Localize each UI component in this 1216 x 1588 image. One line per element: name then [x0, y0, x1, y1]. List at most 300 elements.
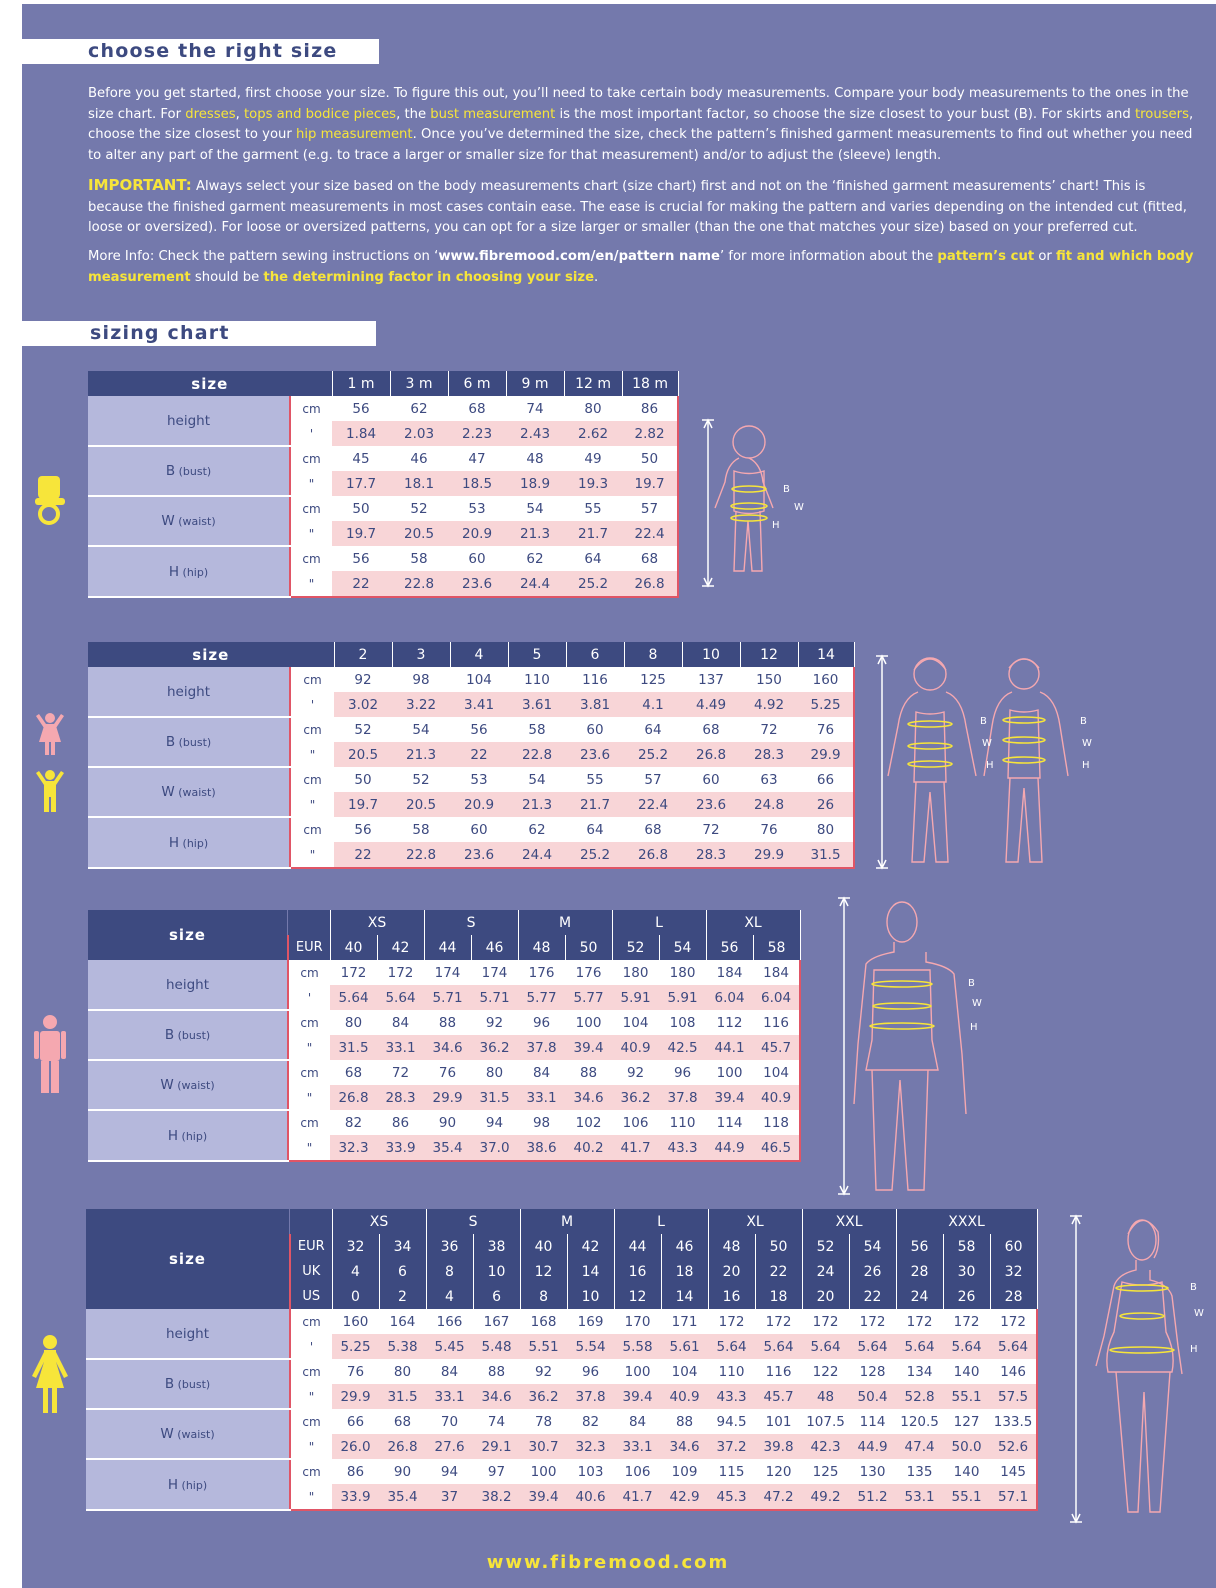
measurement-value: 33.1 — [377, 1035, 424, 1060]
size-system-value: 14 — [661, 1284, 708, 1309]
size-group-header: XS — [330, 910, 424, 935]
measurement-value: 2.43 — [506, 421, 564, 446]
measurement-value: 140 — [943, 1459, 990, 1484]
size-header-label: size — [88, 910, 288, 960]
measurement-value: 5.77 — [518, 985, 565, 1010]
measurement-value: 5.64 — [849, 1334, 896, 1359]
size-system-value: 20 — [708, 1259, 755, 1284]
measurement-value: 145 — [990, 1459, 1037, 1484]
measurement-value: 88 — [424, 1010, 471, 1035]
measurement-value: 110 — [708, 1359, 755, 1384]
measurement-value: 45.3 — [708, 1484, 755, 1510]
kids-measurement-figures — [872, 652, 1092, 874]
measurement-value: 122 — [802, 1359, 849, 1384]
measurement-value: 109 — [661, 1459, 708, 1484]
svg-text:W: W — [1194, 1308, 1204, 1319]
figure-label-h: H — [772, 520, 780, 531]
unit-label: " — [290, 1384, 332, 1409]
measurement-value: 19.3 — [564, 471, 622, 496]
measurement-value: 30.7 — [520, 1434, 567, 1459]
measurement-value: 25.2 — [564, 571, 622, 597]
measurement-value: 32.3 — [567, 1434, 614, 1459]
size-system-value: 18 — [661, 1259, 708, 1284]
measurement-value: 44.9 — [706, 1135, 753, 1161]
measurement-value: 172 — [990, 1309, 1037, 1334]
measurement-value: 5.64 — [377, 985, 424, 1010]
measurement-value: 107.5 — [802, 1409, 849, 1434]
size-system-value: 50 — [755, 1234, 802, 1259]
measurement-value: 172 — [896, 1309, 943, 1334]
measurement-value: 20.5 — [390, 521, 448, 546]
size-group-header: L — [614, 1209, 708, 1234]
size-header-label: size — [88, 371, 332, 396]
unit-label: cm — [288, 1110, 330, 1135]
measurement-value: 19.7 — [332, 521, 390, 546]
measurement-value: 56 — [450, 717, 508, 742]
svg-text:B: B — [1080, 716, 1087, 727]
measurement-value: 110 — [659, 1110, 706, 1135]
measurement-value: 33.1 — [518, 1085, 565, 1110]
size-header-label: size — [88, 642, 334, 667]
measurement-value: 43.3 — [708, 1384, 755, 1409]
measurement-value: 56 — [332, 396, 390, 421]
svg-text:H: H — [986, 760, 994, 771]
measurement-value: 180 — [659, 960, 706, 985]
measurement-value: 172 — [377, 960, 424, 985]
measurement-value: 169 — [567, 1309, 614, 1334]
measurement-value: 34.6 — [565, 1085, 612, 1110]
measurement-value: 60 — [448, 546, 506, 571]
measurement-value: 50 — [334, 767, 392, 792]
size-system-value: 52 — [612, 935, 659, 960]
measurement-value: 28.3 — [740, 742, 798, 767]
size-system-value: 32 — [332, 1234, 379, 1259]
measurement-value: 86 — [377, 1110, 424, 1135]
size-system-value: 30 — [943, 1259, 990, 1284]
measurement-value: 135 — [896, 1459, 943, 1484]
measurement-value: 86 — [332, 1459, 379, 1484]
measurement-value: 24.4 — [506, 571, 564, 597]
measurement-value: 38.2 — [473, 1484, 520, 1510]
measurement-value: 116 — [753, 1010, 800, 1035]
size-column-header: 5 — [508, 642, 566, 667]
measurement-value: 29.1 — [473, 1434, 520, 1459]
measurement-value: 22.8 — [392, 842, 450, 868]
measurement-value: 184 — [706, 960, 753, 985]
woman-measurement-figure — [1066, 1212, 1216, 1530]
measurement-value: 76 — [332, 1359, 379, 1384]
measurement-value: 176 — [518, 960, 565, 985]
measurement-value: 39.8 — [755, 1434, 802, 1459]
measurement-value: 76 — [740, 817, 798, 842]
measurement-value: 92 — [334, 667, 392, 692]
measurement-value: 22 — [450, 742, 508, 767]
measurement-value: 88 — [661, 1409, 708, 1434]
unit-label: cm — [288, 1060, 330, 1085]
unit-label: " — [290, 521, 332, 546]
measurement-value: 88 — [473, 1359, 520, 1384]
measurement-value: 172 — [802, 1309, 849, 1334]
size-system-value: 6 — [379, 1259, 426, 1284]
measurement-value: 40.9 — [612, 1035, 659, 1060]
size-column-header: 3 — [392, 642, 450, 667]
measurement-value: 80 — [379, 1359, 426, 1384]
size-system-value: 48 — [708, 1234, 755, 1259]
measurement-value: 103 — [567, 1459, 614, 1484]
measurement-value: 22.8 — [508, 742, 566, 767]
measurement-value: 17.7 — [332, 471, 390, 496]
measurement-value: 21.7 — [564, 521, 622, 546]
size-system-value: 22 — [849, 1284, 896, 1309]
unit-label: cm — [290, 817, 334, 842]
measurement-value: 174 — [471, 960, 518, 985]
size-system-value: 44 — [424, 935, 471, 960]
measurement-value: 72 — [682, 817, 740, 842]
size-system-value: 24 — [802, 1259, 849, 1284]
unit-label: " — [290, 1434, 332, 1459]
measurement-value: 5.91 — [612, 985, 659, 1010]
measurement-value: 5.71 — [471, 985, 518, 1010]
measurement-value: 18.5 — [448, 471, 506, 496]
measurement-value: 58 — [390, 546, 448, 571]
measurement-value: 40.6 — [567, 1484, 614, 1510]
measurement-value: 37.8 — [518, 1035, 565, 1060]
measurement-value: 76 — [798, 717, 854, 742]
unit-label: cm — [290, 1459, 332, 1484]
measurement-value: 34.6 — [661, 1434, 708, 1459]
measurement-value: 39.4 — [614, 1384, 661, 1409]
measurement-value: 102 — [565, 1110, 612, 1135]
size-system-value: 20 — [802, 1284, 849, 1309]
svg-text:B: B — [1190, 1282, 1197, 1293]
measurement-value: 48 — [506, 446, 564, 471]
unit-label: cm — [288, 960, 330, 985]
measurement-value: 26.0 — [332, 1434, 379, 1459]
measurement-value: 57 — [622, 496, 678, 521]
unit-label: cm — [290, 496, 332, 521]
measurement-value: 22.4 — [622, 521, 678, 546]
size-system-value: 12 — [520, 1259, 567, 1284]
unit-label: " — [290, 571, 332, 597]
size-column-header: 18 m — [622, 371, 678, 396]
size-group-header: S — [424, 910, 518, 935]
measurement-value: 53.1 — [896, 1484, 943, 1510]
svg-text:H: H — [970, 1022, 978, 1033]
size-group-header: XS — [332, 1209, 426, 1234]
svg-text:H: H — [1082, 760, 1090, 771]
unit-label: cm — [290, 767, 334, 792]
measurement-value: 96 — [659, 1060, 706, 1085]
size-column-header: 6 — [566, 642, 624, 667]
measurement-value: 76 — [424, 1060, 471, 1085]
measurement-value: 118 — [753, 1110, 800, 1135]
size-system-value: 32 — [990, 1259, 1037, 1284]
measurement-value: 4.1 — [624, 692, 682, 717]
size-system-value: 34 — [379, 1234, 426, 1259]
measurement-value: 6.04 — [706, 985, 753, 1010]
size-column-header: 6 m — [448, 371, 506, 396]
measurement-value: 88 — [565, 1060, 612, 1085]
measurement-value: 25.2 — [624, 742, 682, 767]
size-table-men — [88, 910, 801, 1162]
measurement-value: 3.22 — [392, 692, 450, 717]
measurement-value: 68 — [624, 817, 682, 842]
svg-text:H: H — [1190, 1344, 1198, 1355]
measurement-value: 171 — [661, 1309, 708, 1334]
measurement-value: 33.9 — [377, 1135, 424, 1161]
measurement-label-w: W (waist) — [88, 767, 290, 817]
measurement-value: 3.41 — [450, 692, 508, 717]
measurement-value: 70 — [426, 1409, 473, 1434]
measurement-value: 97 — [473, 1459, 520, 1484]
measurement-value: 39.4 — [565, 1035, 612, 1060]
measurement-value: 5.45 — [426, 1334, 473, 1359]
size-system-label: EUR — [290, 1234, 332, 1259]
size-group-header: XL — [706, 910, 800, 935]
measurement-value: 172 — [755, 1309, 802, 1334]
measurement-value: 4.49 — [682, 692, 740, 717]
measurement-label-b: B (bust) — [88, 717, 290, 767]
measurement-value: 92 — [520, 1359, 567, 1384]
measurement-value: 5.54 — [567, 1334, 614, 1359]
measurement-value: 37.8 — [567, 1384, 614, 1409]
size-table-baby — [88, 371, 679, 598]
measurement-value: 26.8 — [622, 571, 678, 597]
size-system-value: 56 — [896, 1234, 943, 1259]
size-column-header: 9 m — [506, 371, 564, 396]
measurement-value: 127 — [943, 1409, 990, 1434]
measurement-value: 82 — [567, 1409, 614, 1434]
measurement-value: 104 — [612, 1010, 659, 1035]
measurement-value: 55.1 — [943, 1484, 990, 1510]
measurement-value: 66 — [798, 767, 854, 792]
size-system-label: EUR — [288, 935, 330, 960]
measurement-value: 26 — [798, 792, 854, 817]
measurement-value: 146 — [990, 1359, 1037, 1384]
size-table-kids — [88, 642, 855, 869]
unit-label: cm — [290, 446, 332, 471]
unit-label: " — [290, 1484, 332, 1510]
measurement-value: 140 — [943, 1359, 990, 1384]
measurement-value: 4.92 — [740, 692, 798, 717]
measurement-value: 56 — [334, 817, 392, 842]
size-system-value: 18 — [755, 1284, 802, 1309]
measurement-value: 84 — [426, 1359, 473, 1384]
size-header-label: size — [86, 1209, 290, 1309]
size-column-header: 12 m — [564, 371, 622, 396]
measurement-value: 20.5 — [334, 742, 392, 767]
measurement-value: 80 — [798, 817, 854, 842]
measurement-value: 56 — [332, 546, 390, 571]
measurement-value: 72 — [740, 717, 798, 742]
size-system-value: 14 — [567, 1259, 614, 1284]
size-system-value: 40 — [520, 1234, 567, 1259]
section-title-choose: choose the right size — [88, 40, 338, 62]
measurement-value: 31.5 — [330, 1035, 377, 1060]
unit-label: cm — [290, 667, 334, 692]
measurement-value: 100 — [520, 1459, 567, 1484]
size-system-value: 10 — [473, 1259, 520, 1284]
measurement-value: 92 — [471, 1010, 518, 1035]
measurement-value: 20.9 — [448, 521, 506, 546]
measurement-value: 130 — [849, 1459, 896, 1484]
measurement-value: 28.3 — [377, 1085, 424, 1110]
measurement-value: 5.64 — [990, 1334, 1037, 1359]
size-system-value: 54 — [849, 1234, 896, 1259]
measurement-value: 176 — [565, 960, 612, 985]
measurement-value: 180 — [612, 960, 659, 985]
unit-label: cm — [290, 1309, 332, 1334]
measurement-value: 125 — [624, 667, 682, 692]
measurement-value: 52 — [390, 496, 448, 521]
intro-paragraph: Before you get started, first choose your size. To figure this out, you’ll need to take certain body measurements. Compare your body measurements to the ones in the size chart. For dresses, tops and bodice pieces, the bust measurement is the most important factor, so choose the size closest to your bust (B). For skirts and trousers, choose the size closest to your hip measurement. Once you’ve determined the size, check the pattern’s finished garment measurements to find out whether you need to alter any part of the garment (e.g. to trace a larger or smaller size for that measurement) and/or to adjust the (sleeve) length. — [88, 86, 1194, 163]
measurement-value: 172 — [943, 1309, 990, 1334]
measurement-value: 106 — [612, 1110, 659, 1135]
size-group-header: S — [426, 1209, 520, 1234]
measurement-label-b: B (bust) — [88, 1010, 288, 1060]
measurement-value: 37.0 — [471, 1135, 518, 1161]
measurement-label-w: W (waist) — [88, 496, 290, 546]
measurement-value: 184 — [753, 960, 800, 985]
measurement-value: 50 — [622, 446, 678, 471]
measurement-value: 167 — [473, 1309, 520, 1334]
unit-label: " — [288, 1135, 330, 1161]
measurement-value: 64 — [566, 817, 624, 842]
measurement-value: 62 — [506, 546, 564, 571]
important-paragraph: IMPORTANT: Always select your size based on the body measurements chart (size chart) first and not on the ‘finished garment measurements’ chart! This is because the finished garment measurements in most cases contain ease. The ease is crucial for making the pattern and varies depending on the intended cut (fitted, loose or oversized). For loose or oversized patterns, you can opt for a size larger or smaller (than the one that matches your size) based on your preferred cut. — [88, 176, 1187, 235]
measurement-value: 26.8 — [330, 1085, 377, 1110]
measurement-label-w: W (waist) — [88, 1060, 288, 1110]
measurement-value: 31.5 — [379, 1384, 426, 1409]
measurement-value: 96 — [567, 1359, 614, 1384]
measurement-value: 94.5 — [708, 1409, 755, 1434]
unit-label: ' — [290, 1334, 332, 1359]
size-system-value: 50 — [565, 935, 612, 960]
size-system-value: 16 — [708, 1284, 755, 1309]
unit-label: " — [290, 742, 334, 767]
measurement-value: 22.8 — [390, 571, 448, 597]
measurement-value: 44.1 — [706, 1035, 753, 1060]
measurement-value: 80 — [471, 1060, 518, 1085]
size-system-value: 28 — [990, 1284, 1037, 1309]
measurement-value: 34.6 — [473, 1384, 520, 1409]
measurement-value: 2.23 — [448, 421, 506, 446]
section-header-choose — [22, 39, 379, 64]
unit-label: ' — [288, 985, 330, 1010]
measurement-value: 45.7 — [755, 1384, 802, 1409]
measurement-value: 20.5 — [392, 792, 450, 817]
size-system-value: 54 — [659, 935, 706, 960]
measurement-value: 5.64 — [330, 985, 377, 1010]
measurement-value: 33.1 — [426, 1384, 473, 1409]
size-column-header: 12 — [740, 642, 798, 667]
measurement-value: 5.64 — [802, 1334, 849, 1359]
measurement-value: 36.2 — [520, 1384, 567, 1409]
measurement-value: 43.3 — [659, 1135, 706, 1161]
measurement-value: 5.25 — [798, 692, 854, 717]
measurement-value: 166 — [426, 1309, 473, 1334]
measurement-value: 168 — [520, 1309, 567, 1334]
measurement-value: 82 — [330, 1110, 377, 1135]
unit-label: " — [288, 1085, 330, 1110]
measurement-value: 32.3 — [330, 1135, 377, 1161]
measurement-value: 133.5 — [990, 1409, 1037, 1434]
measurement-value: 22 — [332, 571, 390, 597]
woman-icon — [30, 1334, 70, 1414]
unit-label: cm — [290, 546, 332, 571]
measurement-value: 68 — [448, 396, 506, 421]
measurement-value: 86 — [622, 396, 678, 421]
size-column-header: 14 — [798, 642, 854, 667]
measurement-value: 5.91 — [659, 985, 706, 1010]
size-system-value: 26 — [943, 1284, 990, 1309]
size-system-value: 42 — [567, 1234, 614, 1259]
measurement-value: 164 — [379, 1309, 426, 1334]
measurement-value: 116 — [566, 667, 624, 692]
measurement-value: 50.0 — [943, 1434, 990, 1459]
measurement-label-b: B (bust) — [86, 1359, 290, 1409]
size-system-value: 2 — [379, 1284, 426, 1309]
unit-label: cm — [290, 1359, 332, 1384]
measurement-value: 33.1 — [614, 1434, 661, 1459]
measurement-value: 172 — [849, 1309, 896, 1334]
measurement-value: 36.2 — [471, 1035, 518, 1060]
measurement-value: 60 — [566, 717, 624, 742]
size-group-header: XXL — [802, 1209, 896, 1234]
measurement-label-height: height — [86, 1309, 290, 1359]
measurement-value: 128 — [849, 1359, 896, 1384]
measurement-value: 98 — [518, 1110, 565, 1135]
measurement-value: 5.64 — [708, 1334, 755, 1359]
measurement-value: 41.7 — [612, 1135, 659, 1161]
measurement-value: 2.62 — [564, 421, 622, 446]
measurement-value: 160 — [798, 667, 854, 692]
measurement-value: 21.7 — [566, 792, 624, 817]
measurement-value: 45 — [332, 446, 390, 471]
measurement-value: 29.9 — [798, 742, 854, 767]
measurement-value: 68 — [379, 1409, 426, 1434]
size-group-header: XXXL — [896, 1209, 1037, 1234]
measurement-value: 2.82 — [622, 421, 678, 446]
measurement-value: 62 — [390, 396, 448, 421]
size-system-value: 60 — [990, 1234, 1037, 1259]
measurement-value: 5.64 — [943, 1334, 990, 1359]
measurement-value: 84 — [614, 1409, 661, 1434]
measurement-value: 21.3 — [508, 792, 566, 817]
measurement-value: 20.9 — [450, 792, 508, 817]
size-system-value: 28 — [896, 1259, 943, 1284]
measurement-value: 90 — [424, 1110, 471, 1135]
measurement-value: 23.6 — [682, 792, 740, 817]
measurement-value: 40.9 — [661, 1384, 708, 1409]
measurement-value: 110 — [508, 667, 566, 692]
measurement-value: 114 — [706, 1110, 753, 1135]
measurement-value: 37.2 — [708, 1434, 755, 1459]
measurement-value: 47.4 — [896, 1434, 943, 1459]
measurement-value: 38.6 — [518, 1135, 565, 1161]
measurement-value: 5.64 — [755, 1334, 802, 1359]
measurement-value: 170 — [614, 1309, 661, 1334]
measurement-value: 60 — [450, 817, 508, 842]
measurement-value: 52.6 — [990, 1434, 1037, 1459]
measurement-value: 92 — [612, 1060, 659, 1085]
measurement-value: 23.6 — [566, 742, 624, 767]
measurement-value: 48 — [802, 1384, 849, 1409]
measurement-value: 60 — [682, 767, 740, 792]
measurement-value: 68 — [330, 1060, 377, 1085]
measurement-value: 78 — [520, 1409, 567, 1434]
measurement-value: 22.4 — [624, 792, 682, 817]
